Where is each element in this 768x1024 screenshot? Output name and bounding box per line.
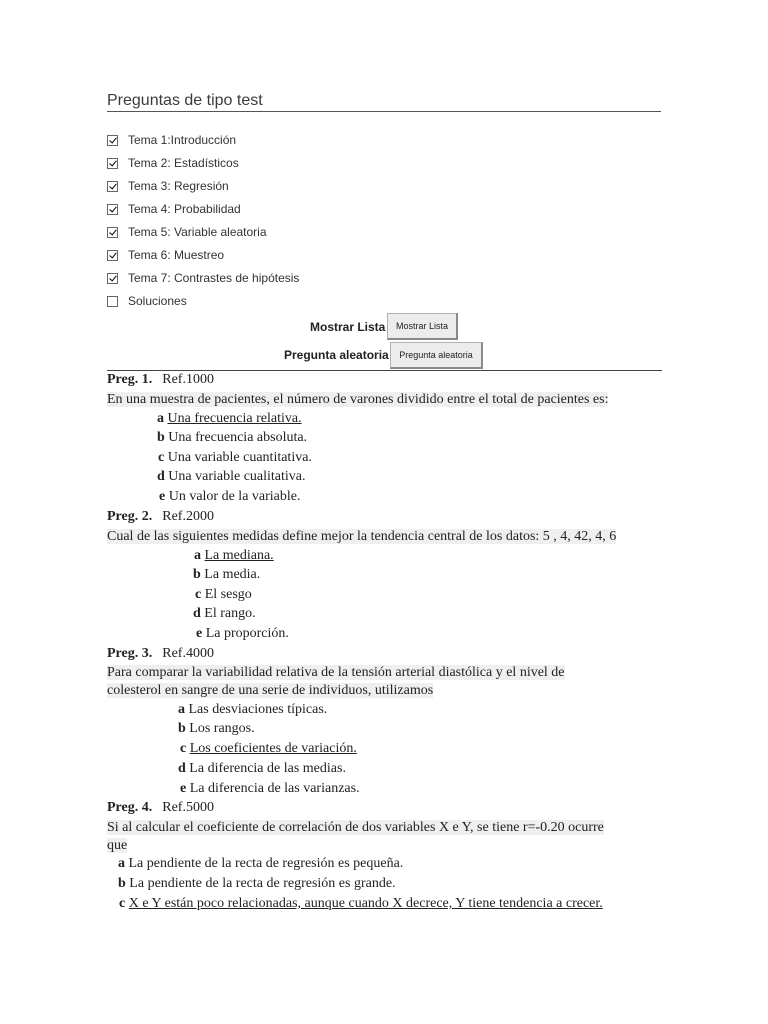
option-letter: a <box>178 702 185 717</box>
question-ref: Ref.2000 <box>162 509 214 524</box>
checkbox-icon[interactable] <box>107 204 118 215</box>
checkbox-icon[interactable] <box>107 181 118 192</box>
option-text: La pendiente de la recta de regresión es pequeña. <box>128 856 404 871</box>
question-number: Preg. 2. <box>107 509 153 524</box>
option-text: Las desviaciones típicas. <box>188 702 328 717</box>
topic-item[interactable] <box>107 246 224 264</box>
answer-option[interactable] <box>195 587 252 603</box>
answer-option[interactable] <box>180 741 357 757</box>
option-letter: c <box>158 450 165 465</box>
checkbox-icon[interactable] <box>107 250 118 261</box>
option-text: Una variable cualitativa. <box>168 469 306 484</box>
answer-option[interactable] <box>118 876 396 892</box>
topic-item[interactable] <box>107 269 299 287</box>
pregunta-aleatoria-label: Pregunta aleatoria <box>284 348 389 362</box>
checkbox-icon[interactable] <box>107 158 118 169</box>
answer-option[interactable] <box>178 761 346 777</box>
option-text: El sesgo <box>204 587 252 602</box>
option-text: Una frecuencia relativa. <box>167 411 302 426</box>
option-letter: d <box>157 469 165 484</box>
question-text <box>107 664 565 700</box>
pregunta-aleatoria-button[interactable]: Pregunta aleatoria <box>390 342 483 369</box>
option-letter: c <box>195 587 202 602</box>
topic-item[interactable] <box>107 154 239 172</box>
question-ref: Ref.1000 <box>162 372 214 387</box>
option-letter: e <box>196 626 203 641</box>
answer-option[interactable] <box>159 489 301 505</box>
option-text: X e Y están poco relacionadas, aunque cuando X decrece, Y tiene tendencia a crecer. <box>128 896 603 911</box>
question-text-line: En una muestra de pacientes, el número de varones dividido entre el total de pacientes es: <box>107 392 609 407</box>
topic-label: Soluciones <box>128 294 187 308</box>
answer-option[interactable] <box>157 469 306 485</box>
option-letter: a <box>194 548 201 563</box>
option-text: La media. <box>204 567 261 582</box>
checkbox-icon[interactable] <box>107 273 118 284</box>
mostrar-lista-button[interactable]: Mostrar Lista <box>387 313 458 340</box>
option-text: El rango. <box>204 606 256 621</box>
option-text: Los coeficientes de variación. <box>189 741 357 756</box>
option-letter: d <box>193 606 201 621</box>
answer-option[interactable] <box>158 450 312 466</box>
topic-label: Tema 2: Estadísticos <box>128 156 239 170</box>
answer-option[interactable] <box>119 896 603 912</box>
option-letter: e <box>180 781 187 796</box>
answer-option[interactable] <box>193 606 256 622</box>
topic-item[interactable] <box>107 223 267 241</box>
question-text-line: que <box>107 838 128 853</box>
topic-label: Tema 6: Muestreo <box>128 248 225 262</box>
answer-option[interactable] <box>157 430 307 446</box>
answer-option[interactable] <box>118 856 403 872</box>
answer-option[interactable] <box>157 411 302 427</box>
question-text <box>107 819 604 855</box>
answer-option[interactable] <box>194 548 274 564</box>
answer-option[interactable] <box>193 567 260 583</box>
question-text-line: Cual de las siguientes medidas define mejor la tendencia central de los datos: 5 , 4, 42, 4, 6 <box>107 529 617 544</box>
option-text: Los rangos. <box>189 721 255 736</box>
question-header <box>107 509 214 525</box>
option-letter: b <box>118 876 126 891</box>
option-text: Un valor de la variable. <box>168 489 301 504</box>
answer-option[interactable] <box>196 626 289 642</box>
option-text: Una variable cuantitativa. <box>167 450 312 465</box>
option-letter: b <box>157 430 165 445</box>
option-text: La proporción. <box>205 626 289 641</box>
question-number: Preg. 3. <box>107 646 153 661</box>
question-header <box>107 646 214 662</box>
section-divider <box>107 370 662 371</box>
topic-label: Tema 3: Regresión <box>128 179 229 193</box>
checkbox-icon[interactable] <box>107 135 118 146</box>
option-text: La pendiente de la recta de regresión es grande. <box>129 876 396 891</box>
title-divider <box>107 111 661 112</box>
answer-option[interactable] <box>178 702 327 718</box>
topic-item[interactable] <box>107 177 229 195</box>
option-text: La diferencia de las medias. <box>189 761 346 776</box>
question-text-line: Para comparar la variabilidad relativa de la tensión arterial diastólica y el nivel de <box>107 665 565 680</box>
topic-label: Tema 5: Variable aleatoria <box>128 225 267 239</box>
option-text: Una frecuencia absoluta. <box>168 430 308 445</box>
topic-item[interactable] <box>107 200 241 218</box>
answer-option[interactable] <box>180 781 360 797</box>
checkbox-icon[interactable] <box>107 296 118 307</box>
option-letter: b <box>178 721 186 736</box>
topic-label: Tema 4: Probabilidad <box>128 202 241 216</box>
option-letter: c <box>119 896 126 911</box>
question-text <box>107 391 608 409</box>
question-number: Preg. 4. <box>107 800 153 815</box>
question-text-line: colesterol en sangre de una serie de individuos, utilizamos <box>107 683 434 698</box>
topic-label: Tema 7: Contrastes de hipótesis <box>128 271 300 285</box>
question-ref: Ref.5000 <box>162 800 214 815</box>
option-letter: c <box>180 741 187 756</box>
topic-item[interactable] <box>107 131 236 149</box>
option-letter: e <box>159 489 166 504</box>
question-text <box>107 528 616 546</box>
option-letter: a <box>118 856 125 871</box>
answer-option[interactable] <box>178 721 255 737</box>
question-number: Preg. 1. <box>107 372 153 387</box>
question-text-line: Si al calcular el coeficiente de correlación de dos variables X e Y, se tiene r=-0.20 ocurre <box>107 820 604 835</box>
topic-label: Tema 1:Introducción <box>128 133 237 147</box>
mostrar-lista-label: Mostrar Lista <box>310 320 386 334</box>
option-letter: b <box>193 567 201 582</box>
topic-item-soluciones[interactable] <box>107 292 187 310</box>
question-header <box>107 800 214 816</box>
option-letter: d <box>178 761 186 776</box>
question-ref: Ref.4000 <box>162 646 214 661</box>
page-title: Preguntas de tipo test <box>107 92 263 109</box>
checkbox-icon[interactable] <box>107 227 118 238</box>
option-text: La mediana. <box>204 548 274 563</box>
question-header <box>107 372 214 388</box>
option-letter: a <box>157 411 164 426</box>
option-text: La diferencia de las varianzas. <box>189 781 360 796</box>
